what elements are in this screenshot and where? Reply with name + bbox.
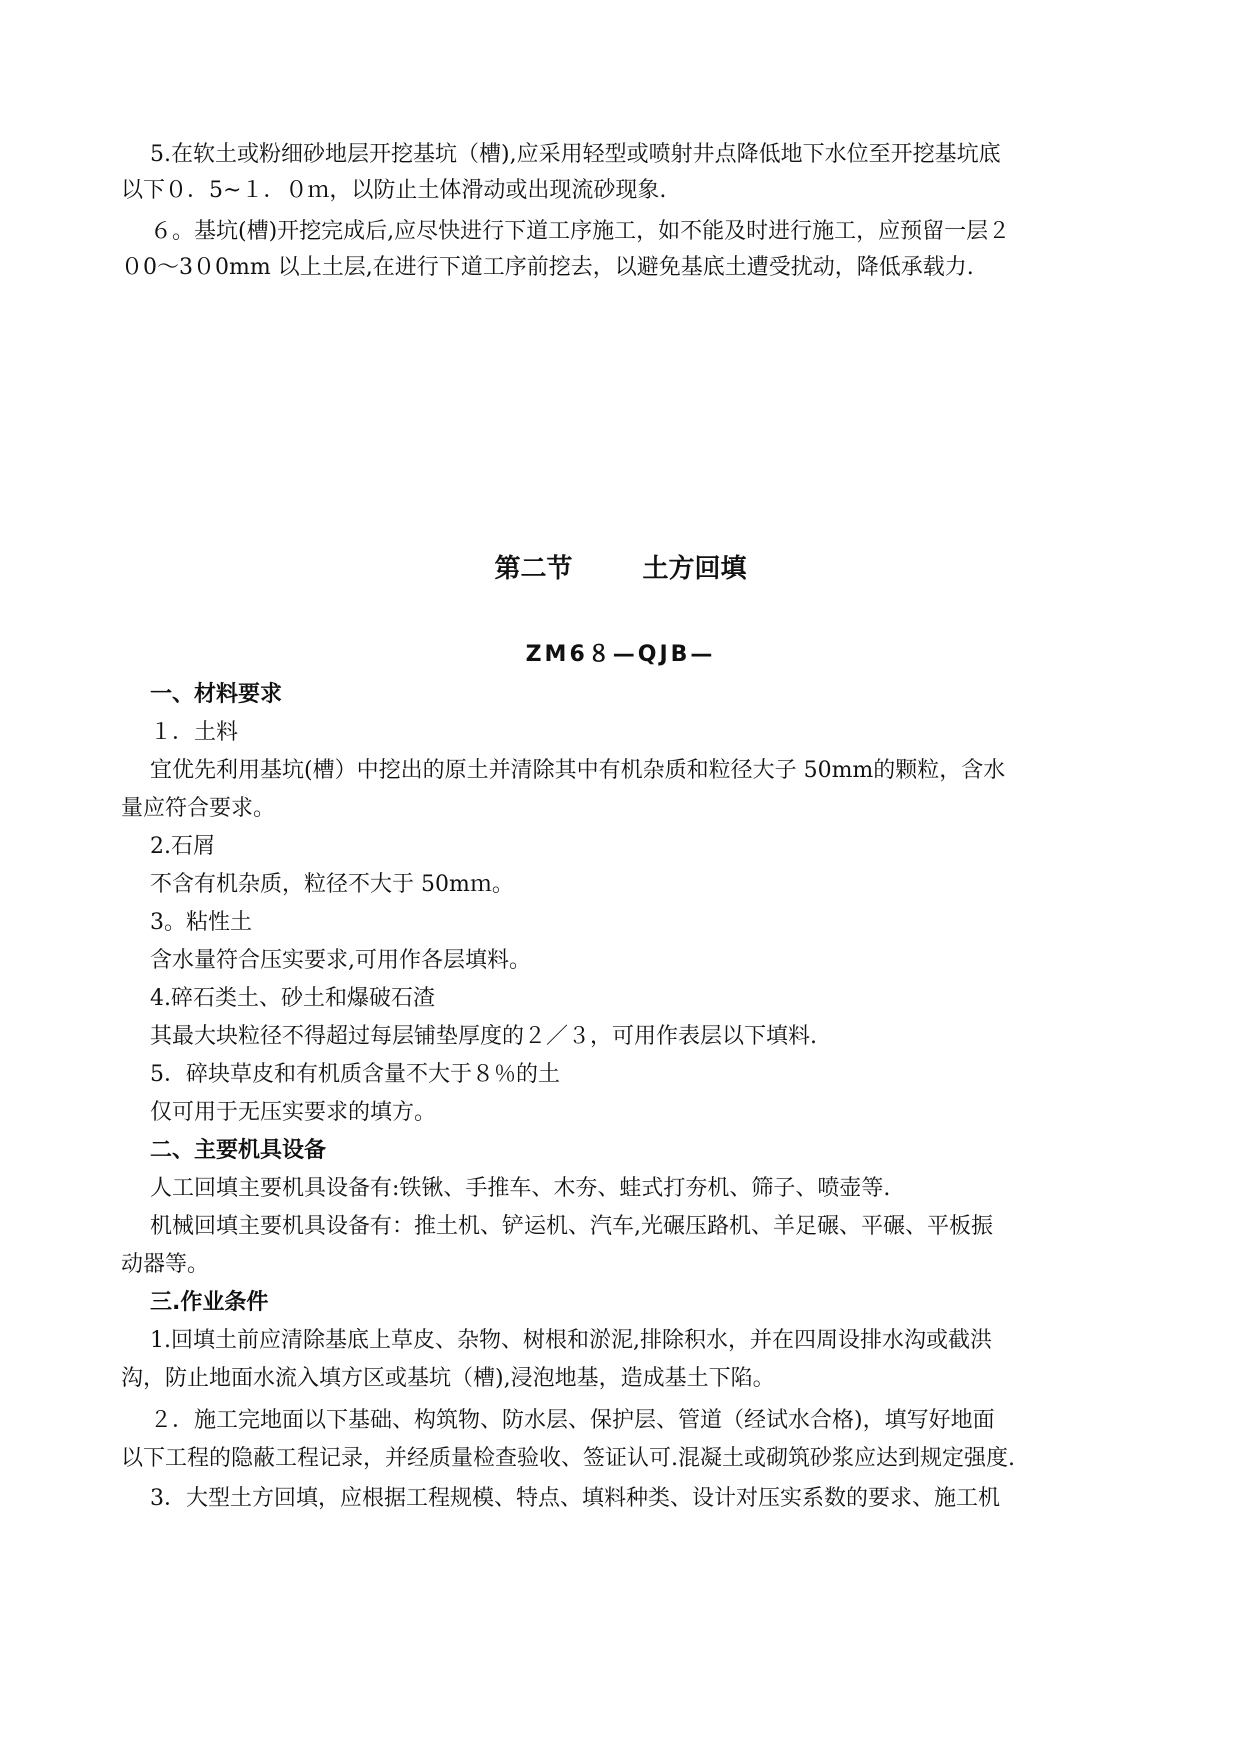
material-2-title: 2.石屑 <box>150 834 215 859</box>
conditions-heading: 三.作业条件 <box>150 1290 269 1315</box>
condition-1-line-2: 沟，防止地面水流入填方区或基坑（槽),浸泡地基，造成基土下陷。 <box>121 1366 775 1391</box>
material-2-text: 不含有机杂质，粒径不大于 50mｍ。 <box>150 872 514 897</box>
material-1-line-2: 量应符合要求。 <box>121 796 276 821</box>
materials-heading: 一、材料要求 <box>150 682 283 707</box>
material-4-title: 4.碎石类土、砂土和爆破石渣 <box>150 986 435 1011</box>
material-5-text: 仅可用于无压实要求的填方。 <box>150 1100 437 1125</box>
paragraph-6-line-2: ０0～3０0mm 以上土层,在进行下道工序前挖去，以避免基底土遭受扰动，降低承载力. <box>121 255 974 280</box>
paragraph-5-line-1: 5.在软土或粉细砂地层开挖基坑（槽),应采用轻型或喷射井点降低地下水位至开挖基坑底 <box>150 142 1001 167</box>
equipment-mechanical-line-2: 动器等。 <box>121 1252 210 1277</box>
equipment-manual: 人工回填主要机具设备有:铁锹、手推车、木夯、蛙式打夯机、筛子、喷壶等. <box>150 1176 891 1201</box>
paragraph-5-line-2: 以下０．5~１．０ｍ，以防止土体滑动或出现流砂现象. <box>121 178 667 203</box>
material-1-line-1: 宜优先利用基坑(槽）中挖出的原土并清除其中有机杂质和粒径大子 50mm的颗粒，含水 <box>150 758 1006 783</box>
section-name: 土方回填 <box>642 554 747 584</box>
section-title <box>0 552 1241 586</box>
condition-2-line-2: 以下工程的隐蔽工程记录，并经质量检查验收、签证认可.混凝土或砌筑砂浆应达到规定强度. <box>121 1446 1015 1471</box>
equipment-heading: 二、主要机具设备 <box>150 1138 327 1163</box>
document-code: ZM6８—QJB— <box>525 642 716 667</box>
material-1-title: １．土料 <box>150 720 239 745</box>
paragraph-6-line-1: ６。基坑(槽)开挖完成后,应尽快进行下道工序施工，如不能及时进行施工，应预留一层２ <box>150 219 1011 244</box>
material-3-title: 3。粘性土 <box>150 910 252 935</box>
condition-2-line-1: ２．施工完地面以下基础、构筑物、防水层、保护层、管道（经试水合格)，填写好地面 <box>150 1408 995 1433</box>
condition-3-line-1: 3．大型土方回填，应根据工程规模、特点、填料种类、设计对压实系数的要求、施工机 <box>150 1486 1000 1511</box>
section-number: 第二节 <box>494 554 573 584</box>
material-5-title: 5．碎块草皮和有机质含量不大于８％的土 <box>150 1062 560 1087</box>
material-3-text: 含水量符合压实要求,可用作各层填料。 <box>150 948 531 973</box>
condition-1-line-1: 1.回填土前应清除基底上草皮、杂物、树根和淤泥,排除积水，并在四周设排水沟或截洪 <box>150 1328 992 1353</box>
equipment-mechanical-line-1: 机械回填主要机具设备有：推土机、铲运机、汽车,光碾压路机、羊足碾、平碾、平板振 <box>150 1214 993 1239</box>
material-4-text: 其最大块粒径不得超过每层铺垫厚度的２／３，可用作表层以下填料. <box>150 1024 817 1049</box>
